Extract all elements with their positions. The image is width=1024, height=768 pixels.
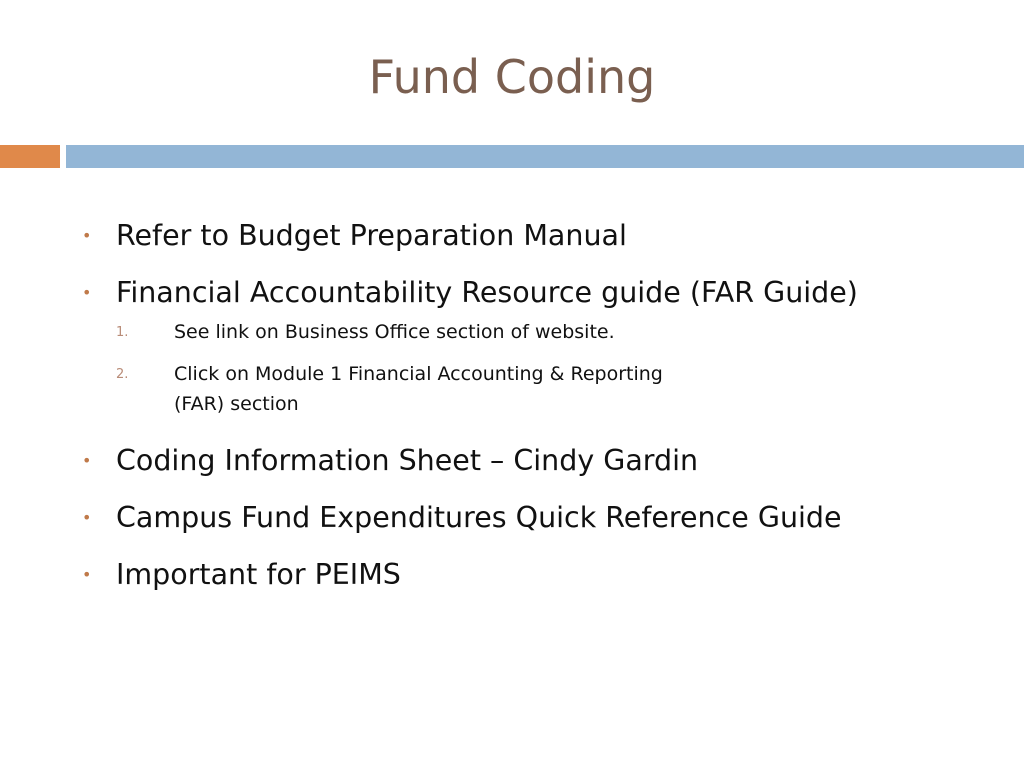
bullet-item-quick-reference (76, 498, 996, 538)
bullet-dot-icon: • (82, 451, 92, 470)
bullet-text: Important for PEIMS (116, 558, 401, 591)
sub-item-business-office-link (76, 315, 996, 349)
slide-title: Fund Coding (368, 50, 656, 104)
sub-item-number: 1. (116, 325, 129, 340)
bullet-item-far-guide (76, 273, 996, 313)
sub-item-text: Click on Module 1 Financial Accounting & Reporting (174, 363, 663, 385)
bullet-text: Financial Accountability Resource guide (FAR Guide) (116, 276, 858, 309)
bullet-text: Coding Information Sheet – Cindy Gardin (116, 444, 699, 477)
bullet-text: Refer to Budget Preparation Manual (116, 219, 627, 252)
sub-item-text-continued: (FAR) section (174, 393, 299, 415)
bullet-item-peims (76, 555, 996, 595)
bullet-item-budget-manual (76, 216, 996, 256)
bullet-dot-icon: • (82, 565, 92, 584)
bullet-dot-icon: • (82, 508, 92, 527)
sub-item-number: 2. (116, 367, 129, 382)
bullet-dot-icon: • (82, 226, 92, 245)
accent-bar (0, 145, 60, 168)
bullet-dot-icon: • (82, 283, 92, 302)
bullet-item-coding-info-sheet (76, 441, 996, 481)
slide-content (76, 216, 996, 612)
sub-item-text: See link on Business Office section of website. (174, 321, 615, 343)
bullet-text: Campus Fund Expenditures Quick Reference Guide (116, 501, 842, 534)
sub-item-module-1 (76, 357, 996, 421)
header-divider-bar (66, 145, 1024, 168)
far-guide-sublist (76, 315, 996, 421)
